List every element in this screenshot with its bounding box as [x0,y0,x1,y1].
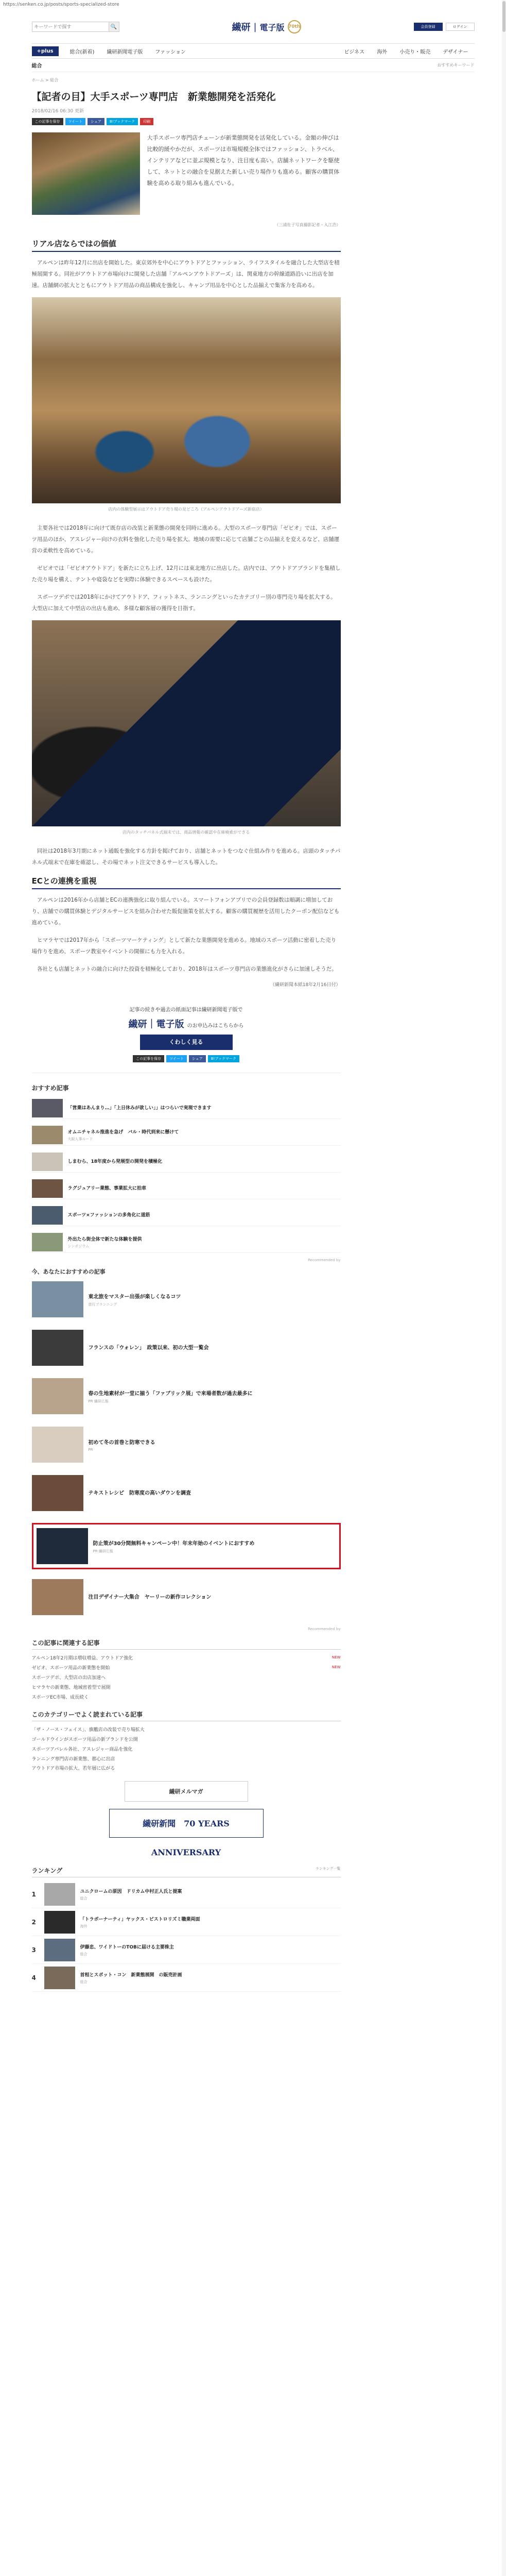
paragraph: アルペンは2016年から店舗とECの連携強化に取り組んでいる。スマートフォンアプリでの会員登録数は順調に増加しており、店舗での購買体験とデジタルサービスを組み合わせた販促施策を拡大する。顧客の購買履歴を活用したクーポン配信なども進めている。 [31,897,340,926]
category-item-title: アウトドア市場の拡大、若年層に広がる [31,1766,115,1772]
logo-separator: | [253,21,257,32]
nav-item[interactable]: 総合(新着) [69,49,95,55]
new-badge: NEW [331,1665,341,1670]
list-item-title: しまむら、18年度から発展型の開発を積極化 [67,1159,163,1164]
paragraph: 同社は2018年3月期にネット通販を強化する方針を掲げており、店舗とネットをつなぐ仕組み作りを進める。店頭のタッチパネル式端末で在庫を確認し、その場でネット注文できるサービスも導入した。 [31,848,341,866]
thumbnail [32,1475,83,1511]
anniversary-badge: 70th [288,20,301,33]
nav-item[interactable]: 繊研新聞電子版 [107,49,143,55]
thumbnail [44,1883,75,1906]
url-bar[interactable]: https://senken.co.jp/posts/sports-specialized-store [3,2,119,7]
related-item-title: アルペン18年2月期は増収増益、アウトドア強化 [31,1656,133,1662]
tweet-button[interactable]: ツイート [65,118,86,125]
nav-item[interactable]: 小売り・販売 [399,49,431,55]
category-item[interactable] [32,1735,341,1745]
list-item-title: 注目デザイナー大集合 ヤーリーの新作コレクション [88,1594,212,1600]
thumbnail [32,1179,63,1198]
photo-caption: 店内の体験型展示はアウトドア売り場の見どころ（アルペンアウトドアーズ新宿店） [108,506,264,512]
list-item-title: テキストレシピ 防寒度の高いダウンを調査 [88,1490,191,1496]
ranking-item[interactable] [32,1964,341,1992]
recommend-title: おすすめ記事 [31,1084,69,1092]
list-item-sub: シンポジウム [67,1244,90,1248]
lead-text: 大手スポーツ専門店チェーンが新業態開発を活発化している。金額の伸びは比較的緩やかだが、スポーツは市場規模全体ではファッション、トラベル、インテリアなどに並ぶ規模となり、注目度も高い。店舗ネットワークを駆使して、ネットとの融合を見据えた新しい売り場作りも進める。顧客の購買体験を高める取り組みも進んでいる。 [147,134,340,187]
list-item[interactable] [32,1178,341,1199]
thumbnail [32,1330,83,1366]
nav-item[interactable]: 海外 [377,49,388,55]
sub-nav [32,59,475,72]
list-item[interactable] [32,1097,341,1119]
thumbnail [32,1206,63,1225]
list-item[interactable] [32,1151,341,1173]
save-article-button[interactable]: この記事を保存 [133,1055,164,1062]
article-photo-tent-display [32,297,341,503]
nav-item[interactable]: ビジネス [344,49,365,55]
related-item[interactable] [32,1673,341,1683]
list-item-sub: PR [88,1447,93,1452]
section-heading: リアル店ならではの価値 [32,238,341,252]
lead-caption: （三浦佐子写真撮影記者・入江浩） [274,222,341,227]
search-box [32,22,119,32]
save-article-button[interactable]: この記事を保存 [32,118,63,125]
category-popular-title: このカテゴリーでよく読まれている記事 [32,1710,341,1721]
category-item-title: スポーツアパレル各社、アスレジャー商品を強化 [31,1747,133,1752]
related-item-title: ゼビオ、スポーツ用品の新業態を開始 [31,1666,110,1671]
site-header [32,10,475,43]
site-logo[interactable] [232,20,301,33]
highlighted-ad [32,1523,341,1569]
category-item-title: ランニング専門店の新業態、都心に出店 [31,1756,115,1762]
thumbnail [32,1378,83,1414]
rank-number: 1 [31,1890,36,1898]
thumbnail [32,1153,63,1171]
ranking-item[interactable] [32,1880,341,1908]
subnav-keywords[interactable]: おすすめキーワード [437,63,475,67]
category-item[interactable] [32,1725,341,1735]
thumbnail [32,1233,63,1251]
scrollbar-thumb[interactable] [502,1,505,32]
nav-item[interactable]: ファッション [155,49,186,55]
list-item-title: 防止策が30分間無料キャンペーン中！年末年始のイベントにおすすめ [93,1540,255,1547]
article-source: （繊研新聞本紙18年2月16日付） [270,982,341,988]
rank-category: 総合 [80,1979,88,1984]
thumbnail [32,1579,83,1615]
facebook-share-button[interactable]: シェア [88,118,104,125]
ranking-item[interactable] [32,1908,341,1936]
related-item[interactable] [32,1683,341,1693]
paragraph: アルペンは昨年12月に出店を開始した。東京郊外を中心にアウトドアとファッション、ライフスタイルを融合した大型店を積極展開する。同社がアウトドア市場向けに開発した店舗「アルペンアウトドアーズ」は、関東地方の幹線道路沿いに出店を加速。店舗網の拡大とともにアウトドア用品の商品構成を強化し、キャンプ用品を中心とした品揃えで集客力を高める。 [31,259,340,289]
thumbnail [32,1281,83,1317]
thumbnail [44,1911,75,1934]
rank-number: 3 [31,1946,36,1954]
sidebar [353,77,475,1992]
promo-share-bar [32,1055,341,1062]
category-item-title: ゴールドウインがスポーツ用品の新ブランドを公開 [31,1737,138,1742]
photo-caption: 店内のタッチパネル式端末では、商品情報の確認や在庫検索ができる [122,830,250,835]
ranking-header [32,1866,341,1877]
paragraph: 主要各社では2018年に向けて既存店の改装と新業態の開発を同時に進める。大型のスポーツ専門店「ゼビオ」では、スポーツ用品のほか、アスレジャー向けの衣料を強化した売り場を拡大。地域の需要に応じて店舗ごとの品揃えを変えるなど、店舗運営の柔軟性を高めている。 [31,524,340,554]
thumbnail [44,1967,75,1989]
thumbnail [32,1099,63,1117]
hatena-bookmark-button[interactable]: B!ブックマーク [208,1055,239,1062]
list-item-title: 東北旅をマスター出張が楽しくなるコツ [88,1294,181,1300]
list-item-title: フランスの「ウォレン」 政策以来、初の大型一覧会 [88,1345,209,1351]
list-item-sub: PR 繊研広報 [93,1549,113,1553]
list-item[interactable] [32,1205,341,1226]
tweet-button[interactable]: ツイート [166,1055,187,1062]
paragraph: ヒマラヤでは2017年から「スポーツマーケティング」として新たな業態開発を進める。地域のスポーツ活動に密着した売り場作りを進め、スポーツ教室やイベントの開催にも力を入れる。 [31,937,337,955]
category-item[interactable] [32,1755,341,1765]
recommend2-title: 今、あなたにおすすめの記事 [31,1268,106,1276]
rank-title: 「トラボーナーティ」ヤックス・ビストロリズミ職業両面 [80,1917,200,1922]
rank-title: 伊藤忠、ワイドトーのTOBに届ける主要株主 [80,1944,174,1950]
list-item-title: ラグジュアリー業態、事業拡大に拍車 [67,1185,146,1191]
list-item-sub: PR 繊研広報 [88,1399,109,1403]
article-main [32,77,341,1992]
page-container [32,10,475,1992]
recommend2-powered-by: Recommended by [308,1627,341,1632]
category-item-title: 「ザ・ノース・フェイス」、旗艦店の改装で売り場拡大 [31,1727,145,1733]
breadcrumb[interactable]: ホーム > 総合 [31,78,59,82]
promo-lead: 記事の続きや過去の紙面記事は繊研新聞電子版で [129,1007,243,1013]
nav-plus-button[interactable]: +plus [32,46,59,56]
list-item[interactable] [32,1579,341,1616]
list-item[interactable] [32,1426,341,1463]
banner-newsletter[interactable] [32,1781,341,1802]
list-item[interactable] [32,1281,341,1318]
rank-title: ユニクロームの原因 ドリカム中村正人氏と提案 [80,1889,182,1894]
rank-category: 海外 [80,1924,88,1928]
subscribe-details-button[interactable]: くわしく見る [140,1035,233,1050]
recommend-powered-by: Recommended by [308,1258,341,1263]
article-date: 2018/02/16 06:30 更新 [31,108,84,114]
related-title: この記事に関連する記事 [32,1638,341,1650]
ranking-more-link[interactable]: ランキング一覧 [315,1867,341,1871]
subscription-promo [32,1000,341,1073]
list-item[interactable] [32,1231,341,1253]
list-item-title: 春の生地素材が一堂に揃う「ファブリック展」で来場者数が過去最多に [88,1391,253,1397]
facebook-share-button[interactable]: シェア [189,1055,206,1062]
rank-number: 2 [31,1918,36,1926]
header-actions [414,23,475,31]
thumbnail [32,1126,63,1144]
search-icon[interactable]: 🔍 [109,22,119,32]
ranking-item[interactable] [32,1936,341,1964]
promo-logo-text: 繊研｜電子版 [128,1019,184,1030]
logo-sub-text: 電子版 [259,22,285,32]
share-bar [32,118,341,125]
list-item[interactable] [37,1528,336,1565]
banner-anniversary[interactable] [32,1809,341,1857]
list-item-title: 外出たら街全体で新たな体験を提供 [67,1236,142,1242]
main-nav [32,43,475,59]
list-item[interactable] [32,1329,341,1366]
list-item-sub: 大阪人事ルード [67,1137,93,1141]
search-input[interactable] [32,22,109,32]
thumbnail [37,1528,88,1564]
related-item-title: スポーツデポ、大型店の出店加速へ [31,1675,106,1681]
article-photo-touch-panel [32,620,341,826]
register-button[interactable]: 会員登録 [414,23,443,31]
list-item-title: オムニチャネル推進を急げ バル・時代到来に懸けて [67,1129,179,1135]
hatena-bookmark-button[interactable]: B!ブックマーク [107,118,138,125]
login-button[interactable]: ログイン [446,23,475,31]
thumbnail [32,1427,83,1463]
promo-logo [32,1017,341,1030]
rank-category: 総合 [80,1896,88,1901]
promo-logo-sub: のお申込みはこちらから [187,1023,244,1029]
nav-item[interactable]: デザイナー [443,49,468,55]
thumbnail [44,1939,75,1961]
related-item-title: スポーツEC市場、成長続く [31,1695,89,1700]
related-item[interactable] [32,1664,341,1673]
related-item[interactable] [32,1693,341,1703]
rank-category: 総合 [80,1952,88,1956]
ranking-title: ランキング [31,1867,63,1875]
list-item[interactable] [32,1124,341,1146]
banner-anniversary-text: 繊研新聞 70 YEARS ANNIVERSARY [109,1809,264,1838]
category-item[interactable] [32,1764,341,1774]
print-button[interactable]: 印刷 [140,118,153,125]
content [32,72,475,1992]
new-badge: NEW [331,1655,341,1660]
category-item[interactable] [32,1745,341,1755]
scrollbar[interactable] [502,0,506,2576]
list-item-title: 「営業はあんまり…」「上日休みが欲しい」」はつらいで実現できます [67,1105,212,1111]
list-item[interactable] [32,1475,341,1512]
related-item[interactable] [32,1654,341,1664]
rank-title: 首相とスポット・コン 新業態展開 の販売計画 [80,1972,182,1978]
rank-number: 4 [31,1974,36,1981]
list-item[interactable] [32,1378,341,1415]
article-lead [32,132,341,215]
lead-image [32,132,140,215]
related-item-title: ヒマラヤの新業態、地域密着型で展開 [31,1685,111,1691]
section-heading: ECとの連携を重視 [32,875,341,889]
subnav-section[interactable]: 総合 [31,63,42,69]
list-item-title: 初めて冬の首巻と防寒できる [88,1439,155,1446]
paragraph: スポーツデポでは2018年にかけてアウトドア、フィットネス、ランニングといったカテゴリー別の専門売り場を拡大する。大型店に加えて中型店の出店も進め、多様な顧客層の獲得を目指す。 [31,594,336,612]
paragraph: ゼビオでは「ゼビオアウトドア」を新たに立ち上げ、12月には東北地方に出店した。店内では、アウトドアブランドを集積した売り場を構え、テントや寝袋などを実際に体験できるスペースも設けた。 [31,565,341,583]
paragraph: 各社とも店舗とネットの融合に向けた投資を積極化しており、2018年はスポーツ専門店の業態進化がさらに加速しそうだ。 [37,966,337,973]
list-item-title: スポーツ×ファッションの多角化に道筋 [67,1212,150,1218]
list-item-sub: 旅行プランニング [88,1302,117,1307]
banner-newsletter-text: 繊研メルマガ [125,1781,248,1802]
logo-main-text: 繊研 [232,22,251,33]
page-title: 【記者の目】大手スポーツ専門店 新業態開発を活発化 [31,91,276,103]
